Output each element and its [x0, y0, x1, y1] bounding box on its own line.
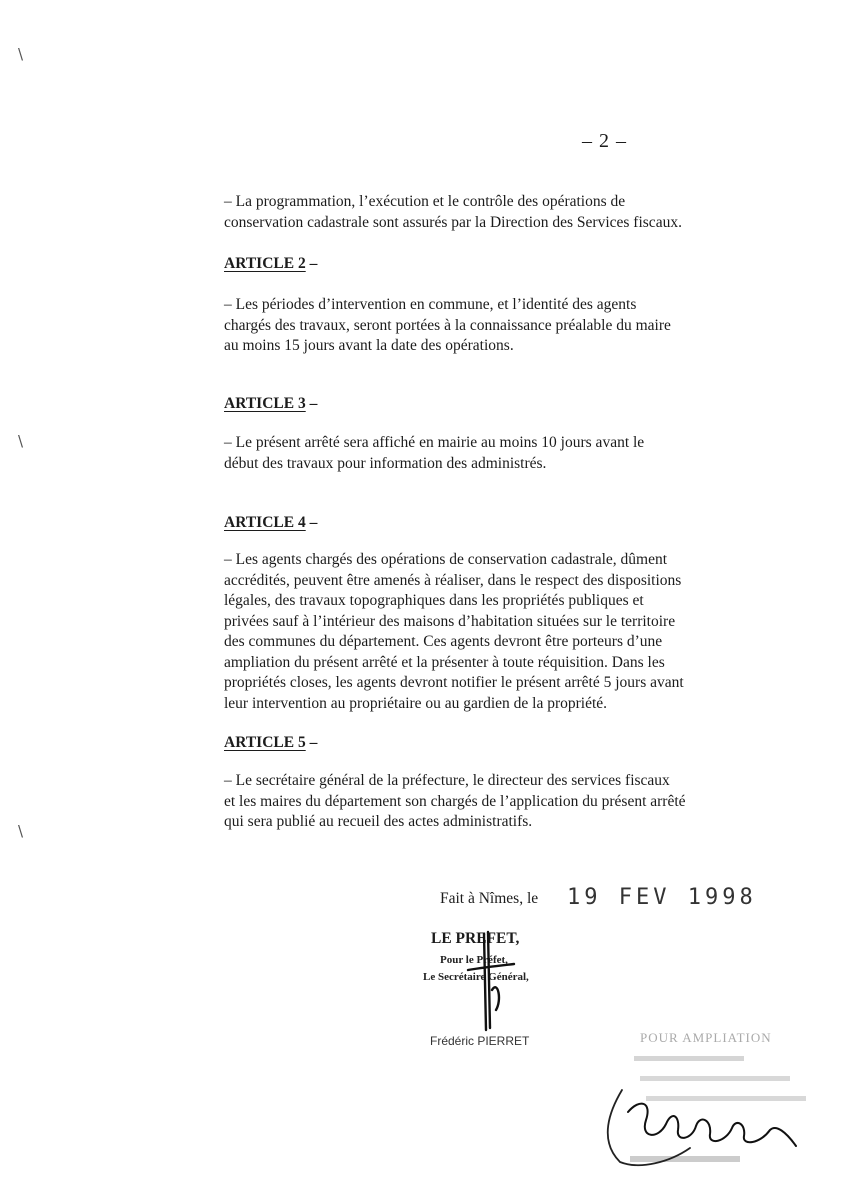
article-paragraph [224, 550, 736, 714]
svg-text:POUR AMPLIATION: POUR AMPLIATION [640, 1030, 772, 1045]
article-paragraph [224, 295, 736, 357]
page-number: – 2 – [582, 130, 627, 152]
handwritten-signature [462, 930, 522, 1035]
article-paragraph [224, 433, 736, 474]
paragraph-line: ampliation du présent arrêté et la présenter à toute réquisition. Dans les [224, 653, 665, 671]
article-dash: – [305, 514, 318, 531]
margin-mark: \ [18, 45, 24, 63]
paragraph-line: chargés des travaux, seront portées à la connaissance préalable du maire [224, 316, 671, 334]
paragraph-line: qui sera publié au recueil des actes administratifs. [224, 813, 533, 830]
article-heading [224, 255, 317, 273]
paragraph-line: des communes du département. Ces agents devront être porteurs d’une [224, 633, 663, 650]
article-dash: – [305, 395, 318, 412]
signatory-delegation: Pour le Préfet, [440, 954, 508, 966]
article-paragraph [224, 771, 736, 833]
article-label: ARTICLE 2 [224, 255, 306, 272]
article-label: ARTICLE 4 [224, 514, 306, 531]
paragraph-line: – Les agents chargés des opérations de conservation cadastrale, dûment [224, 551, 668, 568]
margin-mark: \ [18, 432, 24, 450]
paragraph-line: – La programmation, l’exécution et le contrôle des opérations de [224, 193, 626, 210]
paragraph-line: et les maires du département son chargés de l’application du présent arrêté [224, 792, 686, 810]
paragraph-line: conservation cadastrale sont assurés par la Direction des Services fiscaux. [224, 213, 682, 231]
paragraph-line: propriétés closes, les agents devront notifier le présent arrêté 5 jours avant [224, 674, 684, 691]
paragraph-line: légales, des travaux topographiques dans les propriétés publiques et [224, 592, 644, 609]
paragraph-line: privées sauf à l’intérieur des maisons d’habitation situées sur le territoire [224, 612, 676, 630]
article-heading [224, 395, 317, 413]
signature-place: Fait à Nîmes, le [440, 890, 539, 907]
paragraph-line: au moins 15 jours avant la date des opérations. [224, 337, 514, 354]
intro-paragraph [224, 192, 736, 233]
signatory-title: LE PREFET, [431, 930, 520, 947]
signatory-role: Le Secrétaire Général, [423, 971, 529, 983]
paragraph-line: – Les périodes d’intervention en commune, et l’identité des agents [224, 296, 637, 313]
article-dash: – [305, 255, 318, 272]
date-stamp: 19 FEV 1998 [567, 885, 757, 910]
paragraph-line: – Le présent arrêté sera affiché en mairie au moins 10 jours avant le [224, 434, 645, 451]
article-dash: – [305, 734, 318, 751]
article-label: ARTICLE 5 [224, 734, 306, 751]
paragraph-line: accrédités, peuvent être amenés à réaliser, dans le respect des dispositions [224, 571, 682, 589]
paragraph-line: début des travaux pour information des administrés. [224, 454, 547, 472]
margin-mark: \ [18, 822, 24, 840]
paragraph-line: – Le secrétaire général de la préfecture, le directeur des services fiscaux [224, 772, 670, 789]
article-label: ARTICLE 3 [224, 395, 306, 412]
article-heading [224, 514, 317, 532]
ampliation-stamp [600, 1020, 810, 1170]
signatory-name: Frédéric PIERRET [430, 1034, 530, 1048]
article-heading [224, 734, 317, 752]
paragraph-line: leur intervention au propriétaire ou au gardien de la propriété. [224, 694, 608, 712]
